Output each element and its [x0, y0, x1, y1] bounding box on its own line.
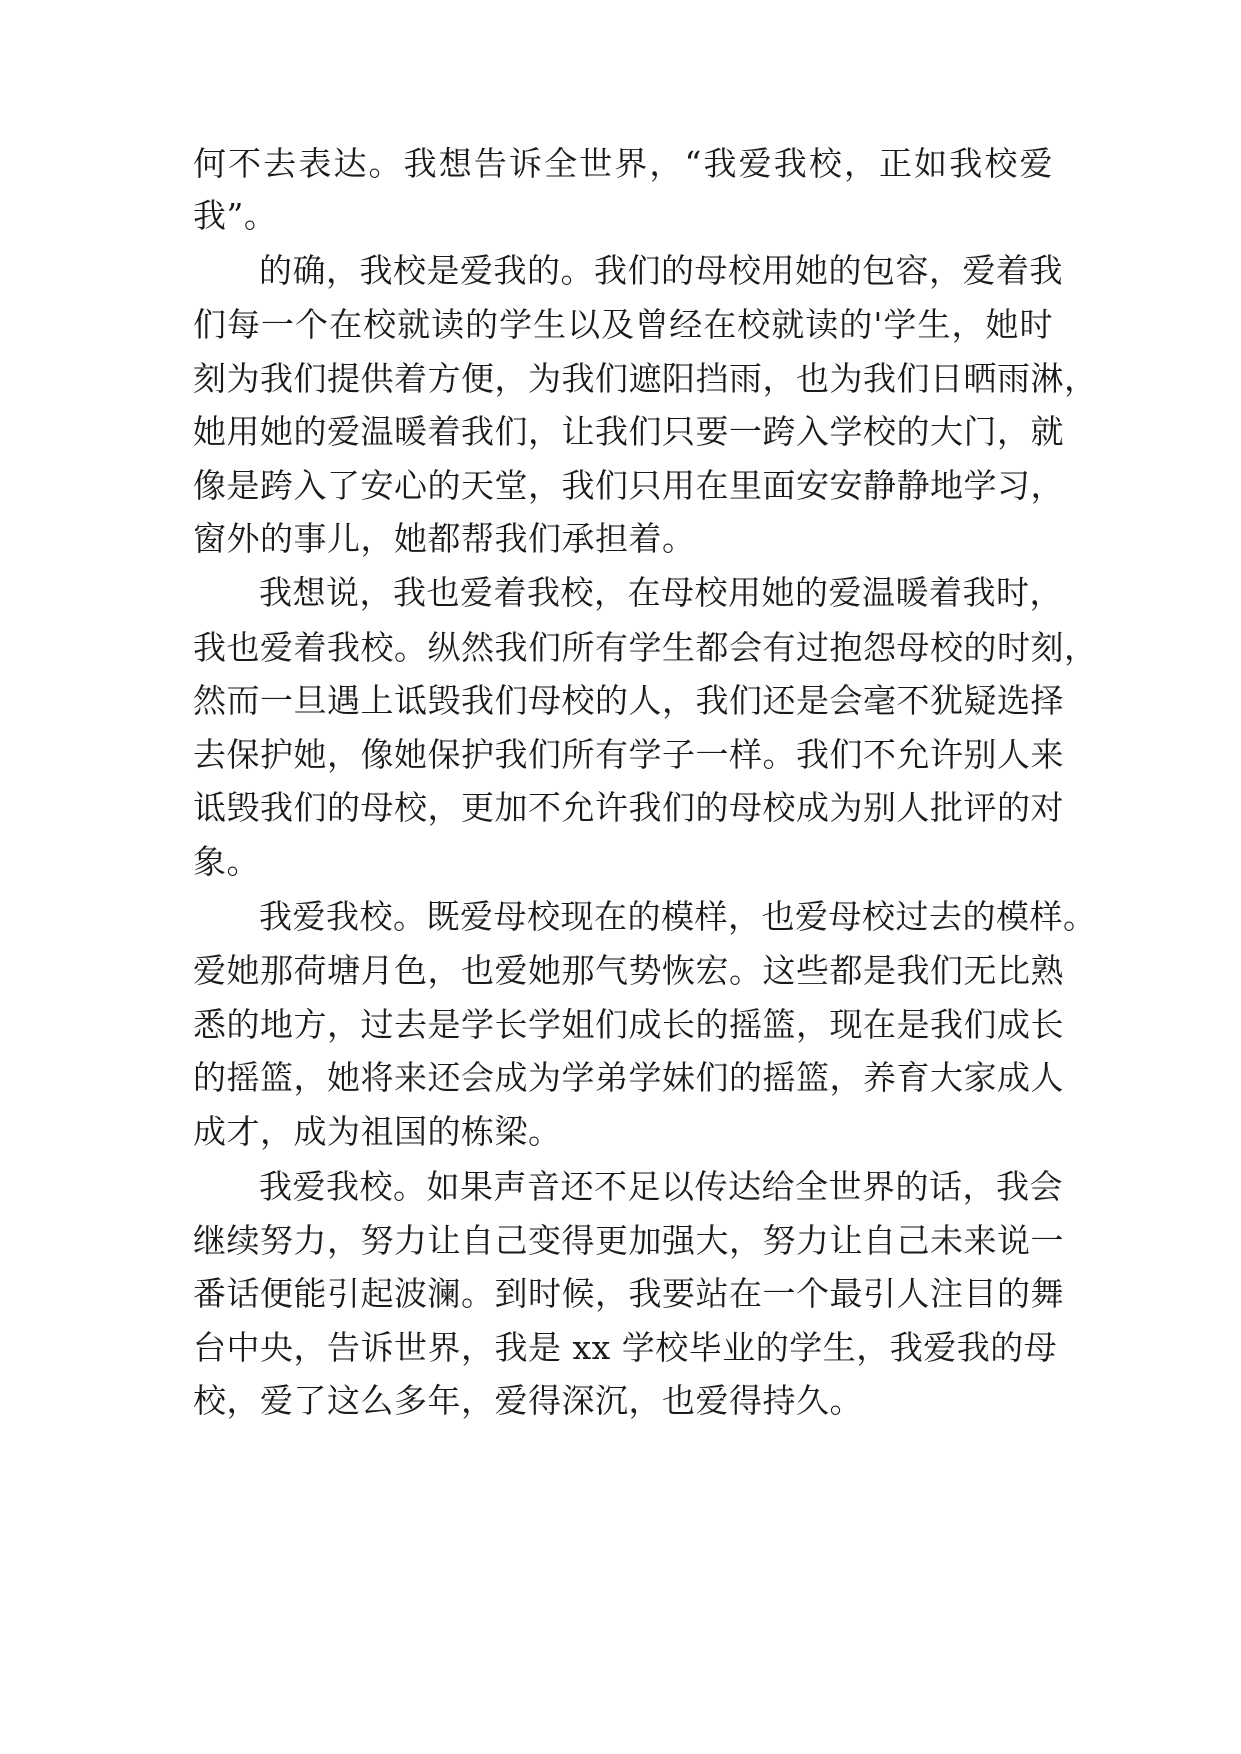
paragraph-line: 刻为我们提供着方便，为我们遮阳挡雨，也为我们日晒雨淋， [193, 359, 1098, 398]
paragraph-line: 我”。 [193, 196, 278, 235]
paragraph-line: 台中央，告诉世界，我是 xx 学校毕业的学生，我爱我的母 [193, 1328, 1058, 1367]
paragraph-line: 何不去表达。我想告诉全世界，“我爱我校，正如我校爱 [193, 144, 1053, 183]
paragraph-line: 我也爱着我校。纵然我们所有学生都会有过抱怨母校的时刻， [193, 628, 1098, 667]
paragraph-line: 悉的地方，过去是学长学姐们成长的摇篮，现在是我们成长 [193, 1005, 1064, 1044]
paragraph-line: 然而一旦遇上诋毁我们母校的人，我们还是会毫不犹疑选择 [193, 681, 1064, 720]
paragraph-line: 窗外的事儿，她都帮我们承担着。 [193, 519, 696, 558]
paragraph-line: 我爱我校。如果声音还不足以传达给全世界的话，我会 [259, 1167, 1063, 1206]
paragraph-line: 们每一个在校就读的学生以及曾经在校就读的'学生，她时 [193, 305, 1053, 344]
paragraph-line: 她用她的爱温暖着我们，让我们只要一跨入学校的大门，就 [193, 412, 1064, 451]
paragraph-line: 我想说，我也爱着我校，在母校用她的爱温暖着我时， [259, 573, 1063, 612]
paragraph-line: 去保护她，像她保护我们所有学子一样。我们不允许别人来 [193, 735, 1064, 774]
paragraph-line: 诋毁我们的母校，更加不允许我们的母校成为别人批评的对 [193, 788, 1064, 827]
paragraph-line: 爱她那荷塘月色，也爱她那气势恢宏。这些都是我们无比熟 [193, 951, 1064, 990]
paragraph-line: 的确，我校是爱我的。我们的母校用她的包容，爱着我 [259, 251, 1063, 290]
paragraph-line: 继续努力，努力让自己变得更加强大，努力让自己未来说一 [193, 1221, 1064, 1260]
paragraph-line: 像是跨入了安心的天堂，我们只用在里面安安静静地学习， [193, 466, 1064, 505]
paragraph-line: 成才，成为祖国的栋梁。 [193, 1112, 562, 1151]
paragraph-line: 校，爱了这么多年，爱得深沉，也爱得持久。 [193, 1381, 863, 1420]
paragraph-line: 象。 [193, 842, 260, 881]
paragraph-line: 我爱我校。既爱母校现在的模样，也爱母校过去的模样。 [259, 897, 1097, 936]
paragraph-line: 的摇篮，她将来还会成为学弟学妹们的摇篮，养育大家成人 [193, 1058, 1064, 1097]
paragraph-line: 番话便能引起波澜。到时候，我要站在一个最引人注目的舞 [193, 1274, 1064, 1313]
